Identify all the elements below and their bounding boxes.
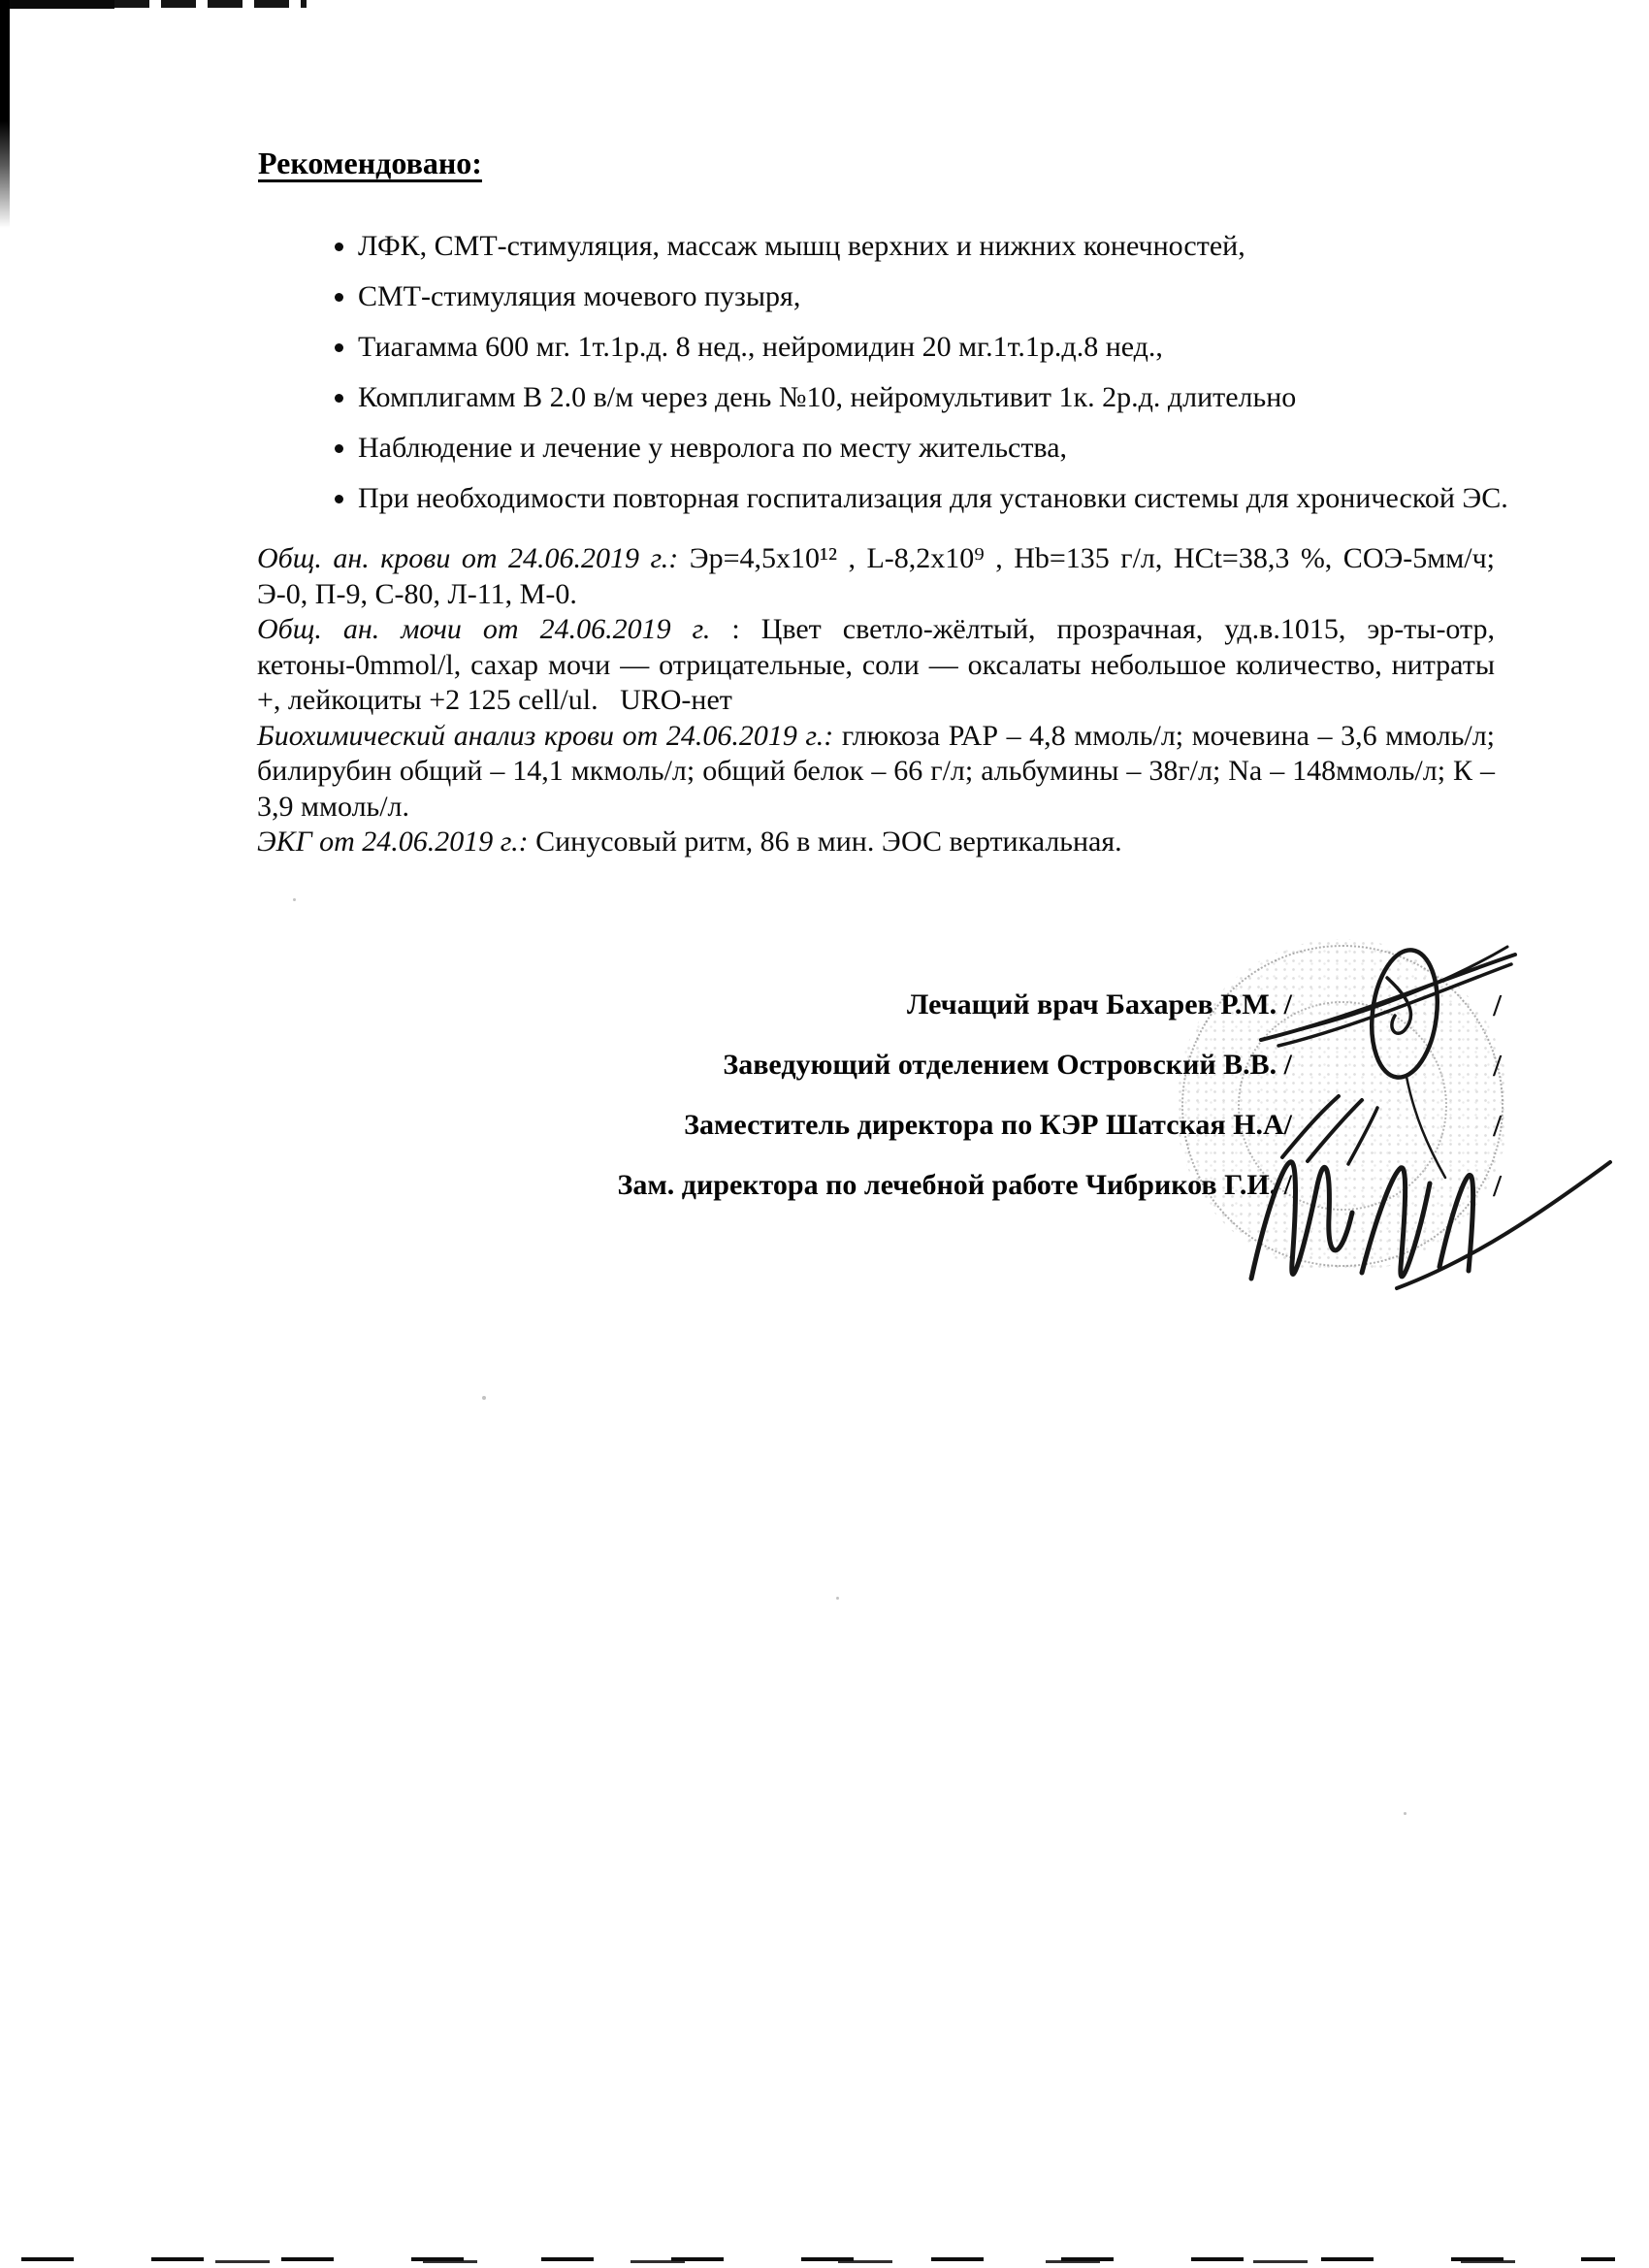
signature-row bbox=[0, 1166, 1649, 1209]
signature-slash: / bbox=[1493, 1168, 1502, 1203]
scan-artifact-speck bbox=[1404, 1812, 1406, 1815]
recommendation-item: • ЛФК, СМТ-стимуляция, массаж мышц верхних и нижних конечностей, bbox=[358, 229, 1596, 264]
lab-text: глюкоза РАР – 4,8 ммоль/л; мочевина – 3,6 ммоль/л; билирубин общий – 14,1 мкмоль/л; общий белок – 66 г/л; альбумины – 38г/л; Na – 148ммоль/л; К – 3,9 ммоль/л. bbox=[257, 719, 1496, 823]
signature-row bbox=[0, 1046, 1649, 1088]
scan-artifact-bottom-edge bbox=[146, 2260, 1591, 2263]
scan-artifact-speck bbox=[293, 898, 296, 901]
lab-result-blood bbox=[257, 541, 1495, 612]
recommendation-item: • При необходимости повторная госпитализация для установки системы для хронической ЭС. bbox=[358, 481, 1596, 516]
recommendation-item: • Наблюдение и лечение у невролога по месту жительства, bbox=[358, 431, 1596, 466]
section-heading: Рекомендовано: bbox=[258, 146, 482, 180]
lab-label: Общ. ан. мочи от 24.06.2019 г. bbox=[257, 613, 711, 645]
signature-row bbox=[0, 1106, 1649, 1149]
recommendations-list bbox=[257, 229, 1596, 532]
scan-artifact-left-edge bbox=[0, 0, 10, 228]
signature-slash: / bbox=[1493, 1108, 1502, 1143]
signature-role-name: Заведующий отделением Островский В.В. / bbox=[723, 1049, 1292, 1081]
signature-role-name: Зам. директора по лечебной работе Чибриков Г.И. / bbox=[617, 1169, 1292, 1201]
scan-artifact-top-edge bbox=[0, 0, 114, 9]
lab-result-urine bbox=[257, 612, 1495, 719]
lab-result-biochem bbox=[257, 719, 1495, 826]
lab-label: Биохимический анализ крови от 24.06.2019 г.: bbox=[257, 719, 834, 752]
signature-slash: / bbox=[1493, 1048, 1502, 1083]
recommendation-item: • Комплигамм В 2.0 в/м через день №10, нейромультивит 1к. 2р.д. длительно bbox=[358, 380, 1596, 415]
lab-results-block bbox=[257, 541, 1495, 860]
scan-artifact-speck bbox=[482, 1396, 486, 1400]
lab-text: Синусовый ритм, 86 в мин. ЭОС вертикальная. bbox=[535, 826, 1122, 858]
scan-artifact-top-edge-dashes bbox=[114, 0, 307, 8]
lab-text: : Цвет светло-жёлтый, прозрачная, уд.в.1015, эр-ты-отр, кетоны-0mmol/l, сахар мочи — отрицательные, соли — оксалаты небольшое количество, нитраты +, лейкоциты +2 125 cell/ul. URO-нет bbox=[257, 613, 1496, 716]
recommendation-item: • Тиагамма 600 мг. 1т.1р.д. 8 нед., нейромидин 20 мг.1т.1р.д.8 нед., bbox=[358, 330, 1596, 365]
signature-role-name: Лечащий врач Бахарев Р.М. / bbox=[906, 988, 1292, 1021]
lab-label: ЭКГ от 24.06.2019 г.: bbox=[257, 826, 529, 858]
signature-role-name: Заместитель директора по КЭР Шатская Н.А/ bbox=[684, 1109, 1292, 1141]
lab-text: Эр=4,5х10¹² , L-8,2х10⁹ , Hb=135 г/л, HCt=38,3 %, СОЭ-5мм/ч; Э-0, П-9, С-80, Л-11, М-0. bbox=[257, 542, 1495, 610]
signature-slash: / bbox=[1493, 988, 1502, 1022]
signature-row bbox=[0, 986, 1649, 1028]
lab-label: Общ. ан. крови от 24.06.2019 г.: bbox=[257, 542, 679, 574]
lab-result-ecg bbox=[257, 825, 1495, 860]
recommendation-item: • СМТ-стимуляция мочевого пузыря, bbox=[358, 279, 1596, 314]
scan-artifact-speck bbox=[836, 1597, 839, 1600]
